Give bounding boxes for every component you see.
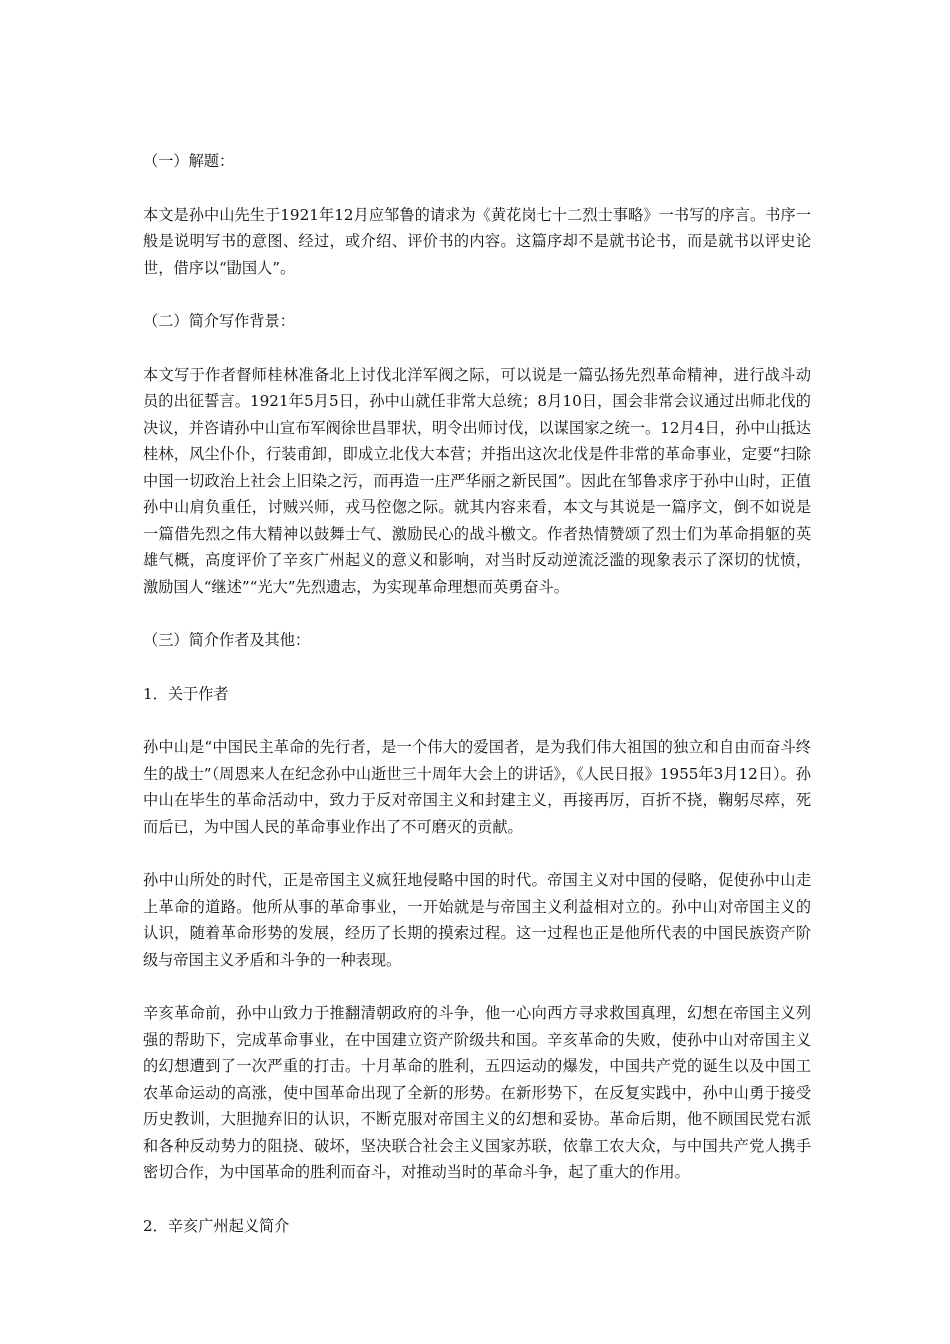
section-heading-explanation: （一）解题： (143, 152, 235, 170)
document-body (143, 148, 811, 1266)
section-heading-background: （二）简介写作背景： (143, 312, 295, 330)
paragraph-author-intro: 孙中山是“中国民主革命的先行者，是一个伟大的爱国者，是为我们伟大祖国的独立和自由而奋斗终生的战士”（周恩来人在纪念孙中山逝世三十周年大会上的讲话》，《人民日报》1955年3月12日）。孙中山在毕生的革命活动中，致力于反对帝国主义和封建主义，再接再厉，百折不挠，鞠躬尽瘁，死而后已，为中国人民的革命事业作出了不可磨灭的贡献。 (143, 738, 811, 836)
paragraph-author-era: 孙中山所处的时代，正是帝国主义疯狂地侵略中国的时代。帝国主义对中国的侵略，促使孙中山走上革命的道路。他所从事的革命事业，一开始就是与帝国主义利益相对立的。孙中山对帝国主义的认识，随着革命形势的发展，经历了长期的摸索过程。这一过程也正是他所代表的中国民族资产阶级与帝国主义矛盾和斗争的一种表现。 (143, 871, 811, 969)
section-heading-author: （三）简介作者及其他： (143, 631, 311, 649)
subheading-guangzhou-uprising: 2．辛亥广州起义简介 (143, 1216, 290, 1235)
paragraph-author-revolution: 辛亥革命前，孙中山致力于推翻清朝政府的斗争，他一心向西方寻求救国真理，幻想在帝国主义列强的帮助下，完成革命事业，在中国建立资产阶级共和国。辛亥革命的失败，使孙中山对帝国主义的幻想遭到了一次严重的打击。十月革命的胜利，五四运动的爆发，中国共产党的诞生以及中国工农革命运动的高涨，使中国革命出现了全新的形势。在新形势下，在反复实践中，孙中山勇于接受历史教训，大胆抛弃旧的认识，不断克服对帝国主义的幻想和妥协。革命后期，他不顾国民党右派和各种反动势力的阻挠、破坏，坚决联合社会主义国家苏联，依靠工农大众，与中国共产党人携手密切合作，为中国革命的胜利而奋斗，对推动当时的革命斗争，起了重大的作用。 (143, 1004, 811, 1181)
paragraph-explanation: 本文是孙中山先生于1921年12月应邹鲁的请求为《黄花岗七十二烈士事略》一书写的序言。书序一般是说明写书的意图、经过，或介绍、评价书的内容。这篇序却不是就书论书，而是就书以评史论世，借序以“勖国人”。 (143, 205, 811, 277)
paragraph-background: 本文写于作者督师桂林准备北上讨伐北洋军阀之际，可以说是一篇弘扬先烈革命精神，进行战斗动员的出征誓言。1921年5月5日，孙中山就任非常大总统；8月10日，国会非常会议通过出师北伐的决议，并咨请孙中山宣布军阀徐世昌罪状，明令出师讨伐，以谋国家之统一。12月4日，孙中山抵达桂林，风尘仆仆，行装甫卸，即成立北伐大本营；并指出这次北伐是件非常的革命事业，定要“扫除中国一切政治上社会上旧染之污，而再造一庄严华丽之新民国”。因此在邹鲁求序于孙中山时，正值孙中山肩负重任，讨贼兴师，戎马倥偬之际。就其内容来看，本文与其说是一篇序文，倒不如说是一篇借先烈之伟大精神以鼓舞士气、激励民心的战斗檄文。作者热情赞颂了烈士们为革命捐躯的英雄气概，高度评价了辛亥广州起义的意义和影响，对当时反动逆流泛滥的现象表示了深切的忧愤，激励国人“继述”“光大”先烈遗志，为实现革命理想而英勇奋斗。 (143, 365, 811, 596)
subheading-about-author: 1．关于作者 (143, 684, 229, 703)
